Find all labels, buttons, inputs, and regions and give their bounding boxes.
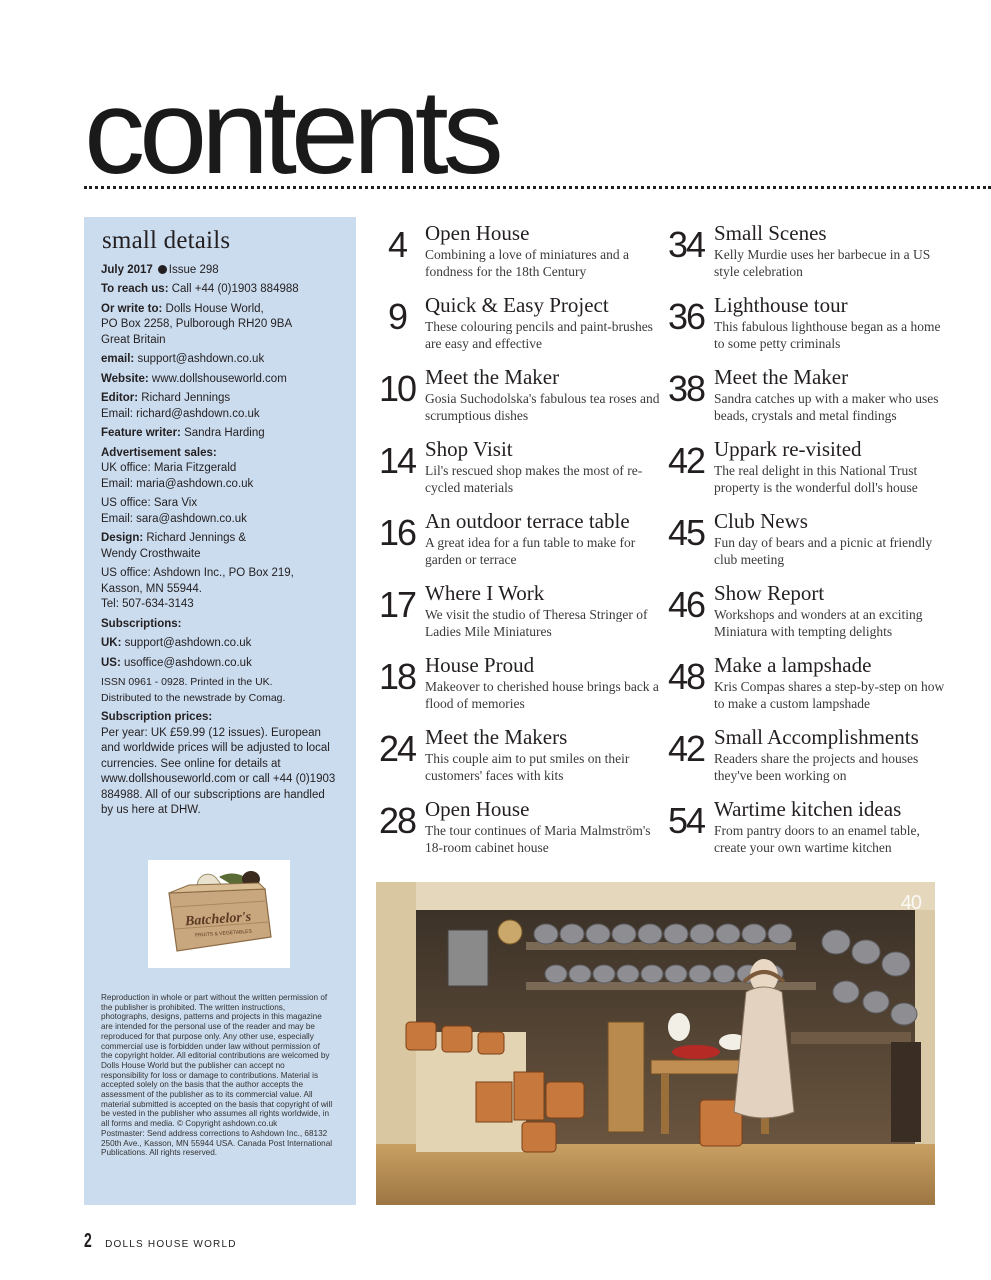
editor-email: Email: richard@ashdown.co.uk [101, 407, 260, 420]
entry-page-number: 46 [667, 584, 705, 625]
entry-title: Wartime kitchen ideas [714, 797, 902, 821]
entry-description: Kelly Murdie uses her barbecue in a US style celebration [714, 247, 931, 279]
entry-page-number: 54 [667, 800, 705, 841]
website-label: Website: [101, 372, 149, 385]
feature-label: Feature writer: [101, 427, 181, 439]
entry-page-number: 17 [378, 584, 416, 625]
design-value-2: Wendy Crosthwaite [101, 547, 201, 560]
reach-us-line [101, 282, 340, 298]
entry-title: Lighthouse tour [714, 293, 848, 317]
prices-text: Per year: UK £59.99 (12 issues). European and worldwide prices will be adjusted to local currencies. See online for details at www.dollshouseworld.com or call +44 (0)1903 884988. All of our subscriptions are handled by us here at DHW. [101, 726, 336, 816]
ad-us-office: US office: Sara Vix [101, 497, 198, 509]
issue-number: Issue 298 [168, 263, 219, 276]
postmaster-text: Postmaster: Send address corrections to Ashdown Inc., 68132 250th Ave., Kasson, MN 55944 USA. Canada Post International Publications. All rights reserved. [101, 1128, 333, 1158]
editor-line [101, 391, 340, 407]
entry-description: Sandra catches up with a maker who uses beads, crystals and metal findings [714, 391, 939, 423]
sidebar-heading: small details [102, 227, 231, 254]
footer-magazine-name: DOLLS HOUSE WORLD [105, 1239, 237, 1250]
write-label: Or write to: [101, 302, 163, 315]
subs-us-label: US: [101, 656, 121, 669]
entry-title: Uppark re-visited [714, 437, 862, 461]
entry-description: Kris Compas shares a step-by-step on how to make a custom lampshade [714, 679, 945, 711]
product-image [148, 860, 290, 968]
email-line [101, 352, 340, 368]
ad-us-email: Email: sara@ashdown.co.uk [101, 512, 247, 525]
entry-description: The real delight in this National Trust property is the wonderful doll's house [714, 463, 918, 495]
entry-page-number: 14 [378, 440, 416, 481]
legal-notice [101, 993, 333, 1158]
entry-title: Where I Work [425, 581, 545, 605]
subs-uk-email[interactable]: support@ashdown.co.uk [124, 637, 252, 649]
entry-page-number: 42 [667, 440, 705, 481]
entry-page-number: 48 [667, 656, 705, 697]
entry-title: Show Report [714, 581, 825, 605]
entry-description: These colouring pencils and paint-brushes are easy and effective [425, 319, 653, 351]
ad-uk-office: UK office: Maria Fitzgerald [101, 462, 237, 474]
crate-image [159, 867, 279, 962]
small-details-panel [84, 217, 356, 1205]
issue-date: July 2017 [101, 263, 153, 276]
entry-title: Meet the Makers [425, 725, 568, 749]
design-line [101, 531, 340, 562]
entry-page-number: 18 [378, 656, 416, 697]
entry-page-number: 38 [667, 368, 705, 409]
feature-value: Sandra Harding [184, 427, 265, 439]
dotted-divider [84, 186, 991, 189]
entry-page-number: 42 [667, 728, 705, 769]
entry-description: Makeover to cherished house brings back a flood of memories [425, 679, 659, 711]
entry-page-number: 28 [378, 800, 416, 841]
issn-line-1: ISSN 0961 - 0928. Printed in the UK. [101, 676, 273, 688]
ad-sales-label: Advertisement sales: [101, 446, 217, 459]
ad-uk-email: Email: maria@ashdown.co.uk [101, 477, 254, 490]
bullet-icon [158, 265, 167, 274]
entry-description: Gosia Suchodolska's fabulous tea roses and scrumptious dishes [425, 391, 660, 423]
subs-uk-line [101, 636, 340, 652]
page-footer [84, 1230, 237, 1253]
entry-title: Small Accomplishments [714, 725, 919, 749]
entry-page-number: 34 [667, 224, 705, 265]
subs-uk-label: UK: [101, 637, 122, 649]
entry-title: Open House [425, 221, 530, 245]
subs-us-line [101, 656, 340, 672]
photo-page-number: 40 [900, 892, 921, 914]
entry-description: This couple aim to put smiles on their customers' faces with kits [425, 751, 630, 783]
entry-description: Lil's rescued shop makes the most of re-cycled materials [425, 463, 643, 495]
entry-page-number: 4 [387, 224, 407, 265]
entry-title: Meet the Maker [425, 365, 560, 389]
us-office-tel: Tel: 507-634-3143 [101, 598, 194, 610]
page-title: contents [84, 65, 498, 199]
design-value: Richard Jennings & [146, 532, 247, 544]
issn-block [101, 675, 340, 706]
entry-page-number: 10 [378, 368, 416, 409]
email-link[interactable]: support@ashdown.co.uk [137, 353, 265, 365]
entry-description: This fabulous lighthouse began as a home to some petty criminals [714, 319, 941, 351]
website-link[interactable]: www.dollshouseworld.com [151, 372, 287, 385]
write-line-1: Dolls House World, [165, 302, 264, 315]
kitchen-photo [376, 882, 935, 1205]
prices-label: Subscription prices: [101, 711, 213, 723]
feature-writer-line [101, 426, 340, 442]
subs-us-email[interactable]: usoffice@ashdown.co.uk [124, 656, 252, 669]
entry-title: Quick & Easy Project [425, 293, 609, 317]
subscriptions-label: Subscriptions: [101, 617, 182, 630]
entry-title: Shop Visit [425, 437, 513, 461]
entry-page-number: 45 [667, 512, 705, 553]
entry-description: Readers share the projects and houses they've been working on [714, 751, 919, 783]
website-line [101, 372, 340, 388]
issue-line [101, 263, 340, 279]
legal-text: Reproduction in whole or part without the written permission of the publisher is prohibited. The written instructions, photographs, designs, patterns and projects in this magazine are intended for the personal use of the reader and may be reproduced for that purpose only. Any other use, especially commercial use is forbidden under law without permission of the copyright holder. All editorial contributions are welcomed by Dolls House World but the publisher can accept no responsibility for loss or damage to contributions. Material is accepted solely on the basis that the author accepts the assessment of the publisher as to its commercial value. All material submitted is accepted on the basis that copyright of will be vested in the publisher who assumes all rights worldwide, in all forms and media. © Copyright ashdown.co.uk [101, 993, 333, 1129]
entry-title: Open House [425, 797, 530, 821]
entry-description: We visit the studio of Theresa Stringer of Ladies Mile Miniatures [425, 607, 648, 639]
us-office-line-1: US office: Ashdown Inc., PO Box 219, [101, 567, 294, 579]
entry-description: Workshops and wonders at an exciting Miniatura with tempting delights [714, 607, 923, 639]
entry-page-number: 36 [667, 296, 705, 337]
us-office-line-2: Kasson, MN 55944. [101, 582, 203, 595]
write-line-3: Great Britain [101, 333, 166, 346]
us-office-block [101, 566, 340, 613]
issn-line-2: Distributed to the newstrade by Comag. [101, 691, 286, 704]
entry-description: Fun day of bears and a picnic at friendly club meeting [714, 535, 933, 567]
entry-page-number: 9 [387, 296, 407, 337]
write-line-2: PO Box 2258, Pulborough RH20 9BA [101, 318, 293, 330]
entry-title: Club News [714, 509, 808, 533]
design-label: Design: [101, 532, 144, 544]
editor-value: Richard Jennings [141, 392, 231, 404]
dollhouse-kitchen-image [376, 882, 935, 1205]
entry-description: A great idea for a fun table to make for garden or terrace [425, 535, 636, 567]
reach-value: Call +44 (0)1903 884988 [171, 283, 299, 295]
entry-page-number: 16 [378, 512, 416, 553]
entry-title: An outdoor terrace table [425, 509, 630, 533]
email-label: email: [101, 353, 135, 365]
editor-label: Editor: [101, 392, 139, 404]
reach-label: To reach us: [101, 283, 169, 295]
entry-description: The tour continues of Maria Malmström's 18-room cabinet house [425, 823, 651, 855]
crate-brand-text: Batchelor's [184, 909, 252, 929]
entry-title: Meet the Maker [714, 365, 849, 389]
entry-page-number: 24 [378, 728, 416, 769]
footer-page-number: 2 [84, 1230, 92, 1252]
write-to-block [101, 302, 340, 349]
entry-description: From pantry doors to an enamel table, create your own wartime kitchen [714, 823, 920, 855]
entry-title: House Proud [425, 653, 535, 677]
entry-description: Combining a love of miniatures and a fondness for the 18th Century [425, 247, 629, 279]
entry-title: Small Scenes [714, 221, 827, 245]
entry-title: Make a lampshade [714, 653, 872, 677]
crate-sub-text: FRUITS & VEGETABLES [194, 928, 253, 939]
